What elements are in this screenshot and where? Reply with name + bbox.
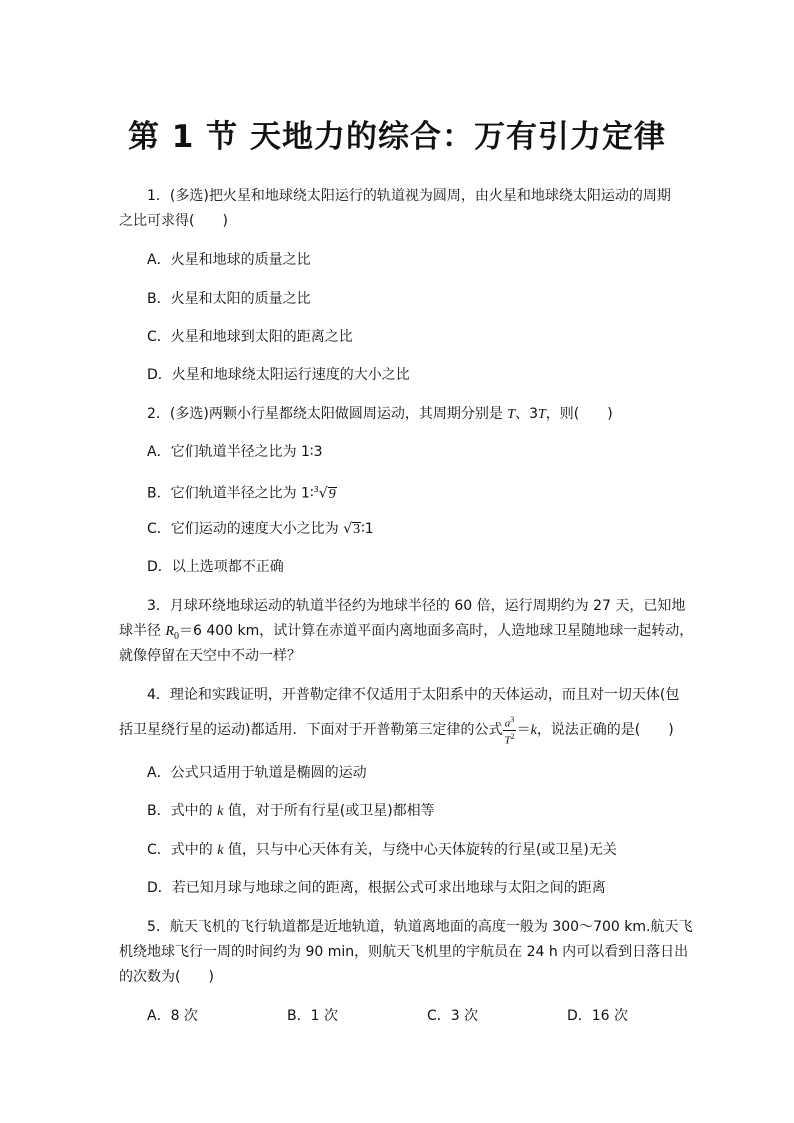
- q2-option-b-radicand: 9: [328, 486, 336, 502]
- q1-stem-line1: 1．(多选)把火星和地球绕太阳运行的轨道视为圆周，由火星和地球绕太阳运动的周期: [147, 188, 671, 204]
- q5-option-c: C．3 次: [427, 1008, 479, 1024]
- q2-stem: [147, 404, 613, 425]
- q3-line3: 就像停留在天空中不动一样？: [119, 648, 301, 664]
- q5-line3: 的次数为( ): [119, 969, 214, 985]
- q5-option-b: B．1 次: [287, 1008, 338, 1024]
- q4-line2-pre: 括卫星绕行星的运动)都适用．下面对于开普勒第三定律的公式: [119, 722, 503, 739]
- q2-option-d: D．以上选项都不正确: [147, 559, 284, 575]
- q4-line2-post: ，说法正确的是( ): [536, 722, 674, 739]
- q4-option-c-pre: C．式中的: [147, 842, 218, 858]
- radical-sign-icon: √: [343, 521, 353, 537]
- q2-option-c-post: ∶1: [361, 521, 374, 537]
- q3-var-r: R: [165, 624, 175, 639]
- fraction-numerator: $a^3$: [504, 715, 515, 730]
- q1-option-a: A．火星和地球的质量之比: [147, 252, 311, 268]
- q4-option-d: D．若已知月球与地球之间的距离，根据公式可求出地球与太阳之间的距离: [147, 880, 606, 896]
- q2-option-c-text: C．它们运动的速度大小之比为: [147, 521, 344, 537]
- q2-var-t2: T: [538, 407, 546, 422]
- q2-sep: 、3: [515, 406, 538, 422]
- q4-equals: ＝: [516, 722, 531, 739]
- radical-sign-icon: √: [318, 485, 328, 502]
- q2-option-c: [147, 519, 374, 539]
- q5-line1: 5．航天飞机的飞行轨道都是近地轨道，轨道离地面的高度一般为 300～700 km.航天飞: [147, 919, 693, 935]
- q3-line2: [119, 621, 693, 647]
- q2-option-b-text: B．它们轨道半径之比为 1∶: [147, 485, 314, 502]
- q2-stem-post: ，则( ): [545, 406, 613, 422]
- q4-line1: 4．理论和实践证明，开普勒定律不仅适用于太阳系中的天体运动，而且对一切天体(包: [147, 687, 680, 703]
- q4-line2: [119, 714, 674, 746]
- q3-line1: 3．月球环绕地球运动的轨道半径约为地球半径的 60 倍，运行周期约为 27 天，已知地: [147, 598, 686, 614]
- q4-option-b: [147, 801, 435, 822]
- q1-option-b: B．火星和太阳的质量之比: [147, 291, 311, 307]
- q3-line2-post: ＝6 400 km，试计算在赤道平面内离地面多高时，人造地球卫星随地球一起转动，: [179, 623, 694, 639]
- q4-option-b-k: k: [217, 804, 224, 819]
- q4-option-c-k: k: [217, 843, 224, 858]
- fraction-denominator: $T^2$: [504, 731, 515, 747]
- q1-option-c: C．火星和地球到太阳的距离之比: [147, 329, 353, 345]
- q4-option-a: A．公式只适用于轨道是椭圆的运动: [147, 765, 367, 781]
- q2-var-t: T: [507, 407, 516, 422]
- kepler-formula-fraction: [503, 714, 515, 746]
- q3-line2-pre: 球半径: [119, 623, 166, 639]
- q4-option-b-post: 值，对于所有行星(或卫星)都相等: [223, 803, 435, 819]
- q2-stem-pre: 2．(多选)两颗小行星都绕太阳做圆周运动，其周期分别是: [147, 406, 508, 422]
- q4-option-c-post: 值，只与中心天体有关，与绕中心天体旋转的行星(或卫星)无关: [223, 842, 617, 858]
- q4-option-b-pre: B．式中的: [147, 803, 218, 819]
- page-title: 第 1 节 天地力的综合：万有引力定律: [128, 119, 666, 155]
- q2-option-c-radicand: 3: [353, 522, 361, 537]
- q4-var-k: k: [530, 723, 537, 739]
- q2-option-a: A．它们轨道半径之比为 1∶3: [147, 444, 323, 460]
- q5-option-a: A．8 次: [147, 1008, 198, 1024]
- q2-option-b-root-index: 3: [313, 485, 319, 494]
- q1-stem-line2: 之比可求得( ): [119, 213, 228, 229]
- q5-option-d: D．16 次: [567, 1008, 629, 1024]
- q3-var-r-subscript: 0: [174, 630, 180, 642]
- q5-line2: 机绕地球飞行一周的时间约为 90 min，则航天飞机里的宇航员在 24 h 内可以看到日落日出: [119, 944, 689, 960]
- q2-option-b: [147, 480, 337, 504]
- q1-option-d: D．火星和地球绕太阳运行速度的大小之比: [147, 367, 410, 383]
- q4-option-c: [147, 840, 617, 861]
